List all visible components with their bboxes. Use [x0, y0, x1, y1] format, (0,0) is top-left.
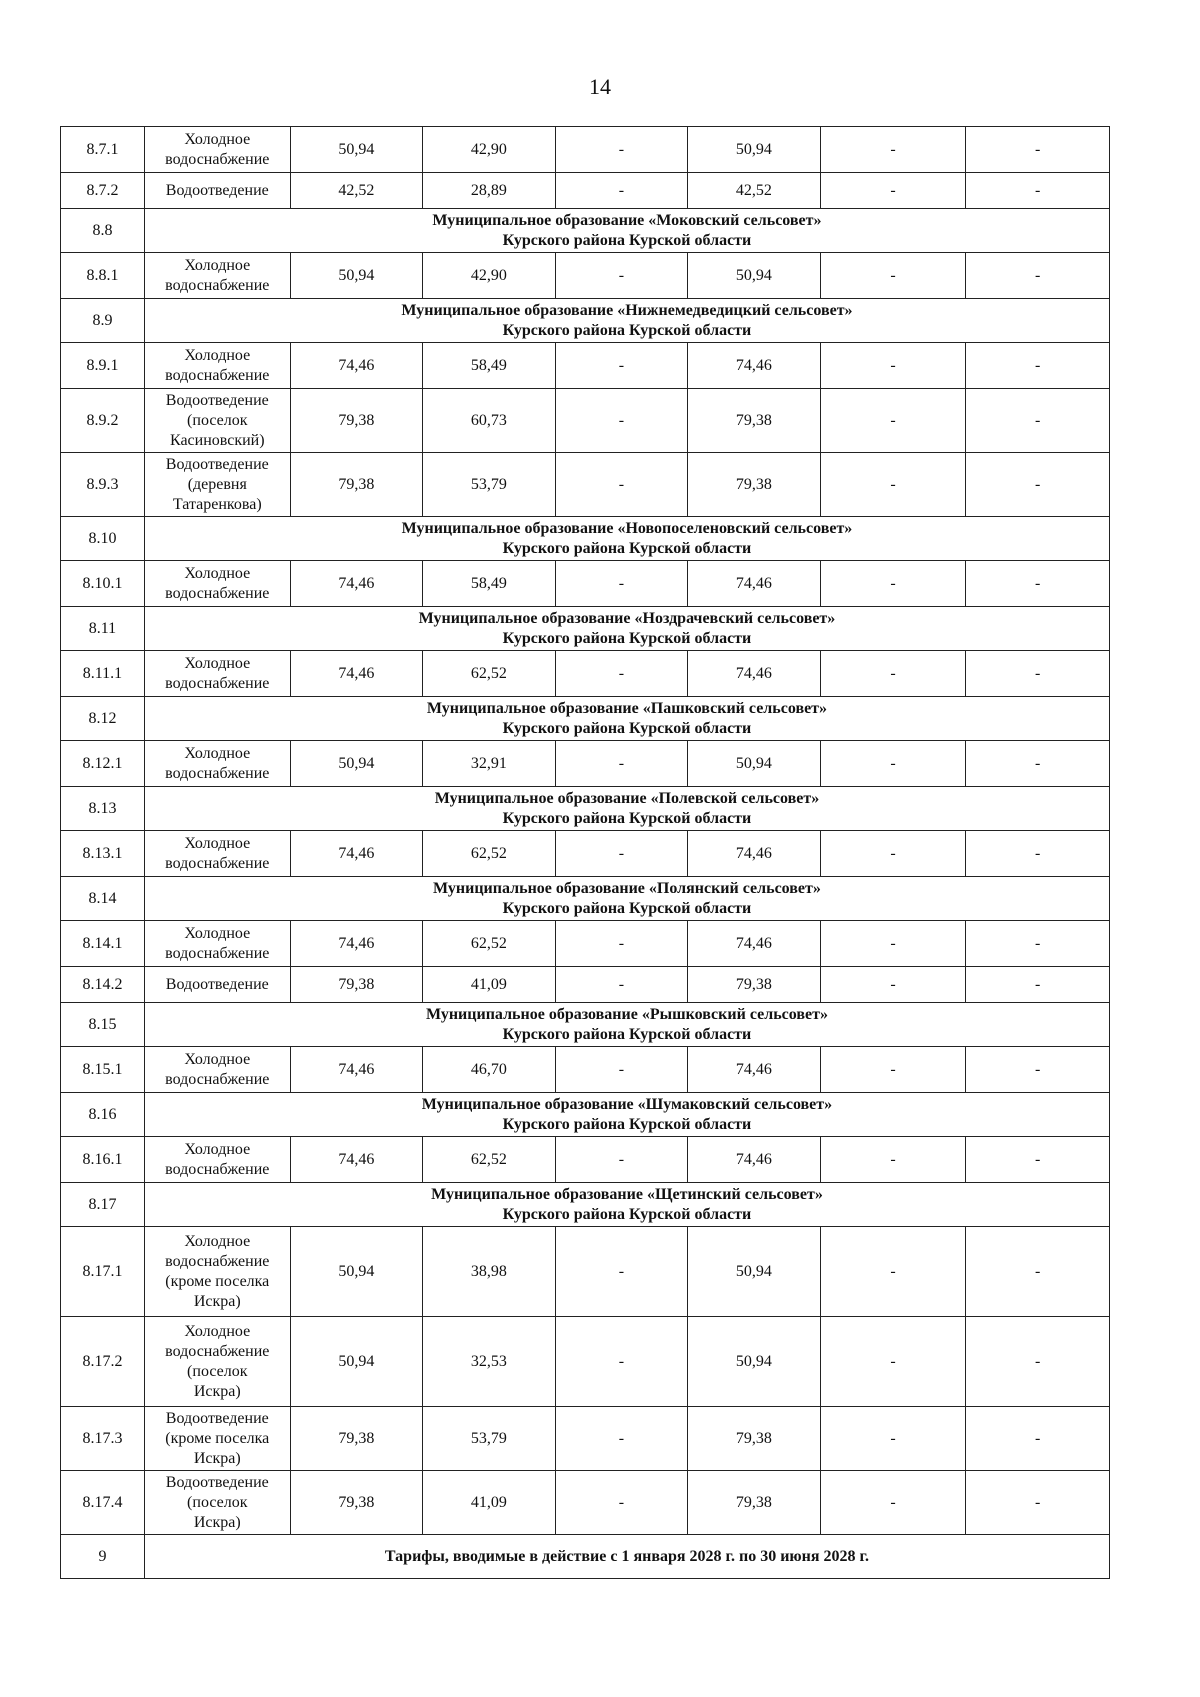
service-cell [144, 561, 290, 607]
municipality-title [144, 1003, 1109, 1047]
title-line: Курского района Курской области [502, 539, 752, 557]
tariff-value-c4: 74,46 [688, 651, 821, 697]
service-line: (деревня [187, 475, 247, 493]
tariff-value-c5: - [820, 921, 966, 967]
service-cell [144, 1227, 290, 1317]
row-number: 8.9.2 [61, 389, 145, 453]
row-number: 8.16.1 [61, 1137, 145, 1183]
tariff-value-c5: - [820, 1407, 966, 1471]
service-line: Холодное [184, 744, 251, 762]
tariff-value-c5: - [820, 741, 966, 787]
service-line: водоснабжение [165, 150, 270, 168]
title-line: Муниципальное образование «Моковский сельсовет» [432, 211, 822, 229]
tariff-value-c1: 74,46 [290, 921, 423, 967]
tariff-value-c3: - [555, 921, 688, 967]
row-number: 8.13 [61, 787, 145, 831]
tariff-value-c3: - [555, 1407, 688, 1471]
title-line: Курского района Курской области [502, 1115, 752, 1133]
service-line: водоснабжение [165, 276, 270, 294]
tariff-value-c1: 79,38 [290, 967, 423, 1003]
service-line: Холодное [184, 564, 251, 582]
tariff-value-c4: 50,94 [688, 253, 821, 299]
table-row [61, 1047, 1110, 1093]
tariff-value-c2: 62,52 [423, 831, 556, 877]
tariff-value-c3: - [555, 651, 688, 697]
municipality-title [144, 877, 1109, 921]
municipality-title [144, 209, 1109, 253]
tariff-value-c4: 79,38 [688, 967, 821, 1003]
service-cell [144, 921, 290, 967]
row-number: 8.17.3 [61, 1407, 145, 1471]
service-line: Водоотведение [165, 391, 269, 409]
tariff-value-c6: - [966, 343, 1110, 389]
row-number: 8.7.2 [61, 173, 145, 209]
tariff-value-c4: 74,46 [688, 1047, 821, 1093]
title-line: Курского района Курской области [502, 809, 752, 827]
tariff-value-c2: 32,91 [423, 741, 556, 787]
service-line: (кроме поселка [165, 1272, 270, 1290]
municipality-header-row [61, 517, 1110, 561]
service-cell [144, 1471, 290, 1535]
tariff-value-c6: - [966, 1047, 1110, 1093]
tariff-value-c5: - [820, 253, 966, 299]
tariff-value-c2: 41,09 [423, 1471, 556, 1535]
tariff-table-body [61, 127, 1110, 1579]
title-line: Муниципальное образование «Рышковский сельсовет» [425, 1005, 828, 1023]
tariff-value-c6: - [966, 127, 1110, 173]
tariff-value-c6: - [966, 921, 1110, 967]
tariff-value-c3: - [555, 127, 688, 173]
row-number: 8.14.1 [61, 921, 145, 967]
title-line: Муниципальное образование «Полевской сельсовет» [434, 789, 820, 807]
row-number: 8.13.1 [61, 831, 145, 877]
row-number: 8.10 [61, 517, 145, 561]
service-line: (поселок [187, 1493, 248, 1511]
table-row [61, 967, 1110, 1003]
service-cell [144, 1317, 290, 1407]
tariff-value-c3: - [555, 343, 688, 389]
municipality-header-row [61, 787, 1110, 831]
municipality-header-row [61, 299, 1110, 343]
service-line: Холодное [184, 346, 251, 364]
table-row [61, 343, 1110, 389]
service-line: водоснабжение [165, 944, 270, 962]
service-line: Холодное [184, 834, 251, 852]
table-row [61, 561, 1110, 607]
service-line: Холодное [184, 1322, 251, 1340]
service-line: Водоотведение [165, 975, 269, 993]
tariff-value-c4: 79,38 [688, 1407, 821, 1471]
service-line: Касиновский) [169, 431, 265, 449]
service-line: Холодное [184, 1140, 251, 1158]
period-row [61, 1535, 1110, 1579]
tariff-value-c6: - [966, 1407, 1110, 1471]
municipality-title [144, 787, 1109, 831]
tariff-value-c3: - [555, 967, 688, 1003]
tariff-value-c2: 62,52 [423, 651, 556, 697]
row-number: 8.12.1 [61, 741, 145, 787]
tariff-value-c3: - [555, 453, 688, 517]
service-cell [144, 1047, 290, 1093]
title-line: Курского района Курской области [502, 321, 752, 339]
service-line: водоснабжение [165, 1342, 270, 1360]
tariff-value-c2: 58,49 [423, 343, 556, 389]
tariff-value-c5: - [820, 453, 966, 517]
municipality-header-row [61, 877, 1110, 921]
tariff-value-c4: 42,52 [688, 173, 821, 209]
tariff-value-c2: 38,98 [423, 1227, 556, 1317]
row-number: 8.7.1 [61, 127, 145, 173]
table-row [61, 1227, 1110, 1317]
tariff-value-c2: 42,90 [423, 127, 556, 173]
tariff-value-c5: - [820, 173, 966, 209]
table-row [61, 831, 1110, 877]
service-line: Холодное [184, 654, 251, 672]
row-number: 8.17.1 [61, 1227, 145, 1317]
tariff-value-c6: - [966, 1471, 1110, 1535]
title-line: Муниципальное образование «Новопоселеновский сельсовет» [401, 519, 853, 537]
tariff-value-c3: - [555, 1471, 688, 1535]
service-line: водоснабжение [165, 1252, 270, 1270]
page-number: 14 [589, 74, 611, 99]
title-line: Муниципальное образование «Полянский сельсовет» [433, 879, 821, 897]
tariff-value-c6: - [966, 173, 1110, 209]
tariff-value-c6: - [966, 1227, 1110, 1317]
service-line: Татаренкова) [172, 495, 262, 513]
service-cell [144, 651, 290, 697]
tariff-value-c3: - [555, 1317, 688, 1407]
tariff-value-c1: 79,38 [290, 389, 423, 453]
service-line: (кроме поселка [165, 1429, 270, 1447]
tariff-value-c6: - [966, 967, 1110, 1003]
row-number: 8.9 [61, 299, 145, 343]
service-line: Искра) [193, 1382, 241, 1400]
row-number: 8.10.1 [61, 561, 145, 607]
tariff-value-c1: 74,46 [290, 831, 423, 877]
tariff-value-c6: - [966, 389, 1110, 453]
service-cell [144, 1407, 290, 1471]
row-number: 8.9.3 [61, 453, 145, 517]
tariff-value-c6: - [966, 651, 1110, 697]
municipality-header-row [61, 697, 1110, 741]
tariff-value-c6: - [966, 561, 1110, 607]
title-line: Курского района Курской области [502, 1205, 752, 1223]
tariff-value-c1: 50,94 [290, 127, 423, 173]
tariff-value-c1: 74,46 [290, 1047, 423, 1093]
table-row [61, 921, 1110, 967]
service-cell [144, 253, 290, 299]
tariff-value-c6: - [966, 831, 1110, 877]
service-line: водоснабжение [165, 854, 270, 872]
tariff-value-c4: 74,46 [688, 1137, 821, 1183]
service-line: Искра) [193, 1513, 241, 1531]
title-line: Курского района Курской области [502, 899, 752, 917]
service-line: Холодное [184, 130, 251, 148]
table-row [61, 651, 1110, 697]
row-number: 8.16 [61, 1093, 145, 1137]
tariff-value-c3: - [555, 561, 688, 607]
municipality-header-row [61, 1003, 1110, 1047]
tariff-value-c2: 58,49 [423, 561, 556, 607]
tariff-value-c5: - [820, 651, 966, 697]
row-number: 9 [61, 1535, 145, 1579]
tariff-value-c3: - [555, 741, 688, 787]
tariff-value-c4: 79,38 [688, 389, 821, 453]
tariff-value-c3: - [555, 1227, 688, 1317]
service-line: Водоотведение [165, 455, 269, 473]
tariff-value-c2: 62,52 [423, 1137, 556, 1183]
row-number: 8.14.2 [61, 967, 145, 1003]
row-number: 8.17.2 [61, 1317, 145, 1407]
title-line: Муниципальное образование «Ноздрачевский сельсовет» [418, 609, 836, 627]
service-cell [144, 173, 290, 209]
tariff-value-c4: 50,94 [688, 127, 821, 173]
tariff-value-c1: 79,38 [290, 1407, 423, 1471]
tariff-value-c5: - [820, 1137, 966, 1183]
tariff-value-c2: 32,53 [423, 1317, 556, 1407]
tariff-value-c1: 42,52 [290, 173, 423, 209]
municipality-title [144, 517, 1109, 561]
tariff-value-c2: 53,79 [423, 1407, 556, 1471]
table-row [61, 1407, 1110, 1471]
tariff-value-c4: 50,94 [688, 741, 821, 787]
tariff-value-c2: 60,73 [423, 389, 556, 453]
service-line: Искра) [193, 1292, 241, 1310]
row-number: 8.8.1 [61, 253, 145, 299]
tariff-value-c2: 46,70 [423, 1047, 556, 1093]
table-row [61, 389, 1110, 453]
tariff-value-c4: 79,38 [688, 1471, 821, 1535]
tariff-value-c6: - [966, 1317, 1110, 1407]
tariff-value-c5: - [820, 1471, 966, 1535]
period-title [144, 1535, 1109, 1579]
table-row [61, 1471, 1110, 1535]
tariff-value-c5: - [820, 343, 966, 389]
tariff-value-c5: - [820, 389, 966, 453]
service-cell [144, 831, 290, 877]
title-line: Курского района Курской области [502, 719, 752, 737]
tariff-value-c1: 79,38 [290, 1471, 423, 1535]
service-line: Водоотведение [165, 1409, 269, 1427]
tariff-value-c1: 74,46 [290, 343, 423, 389]
tariff-value-c5: - [820, 831, 966, 877]
tariff-value-c4: 74,46 [688, 921, 821, 967]
service-cell [144, 741, 290, 787]
table-row [61, 741, 1110, 787]
tariff-value-c2: 62,52 [423, 921, 556, 967]
row-number: 8.9.1 [61, 343, 145, 389]
title-line: Курского района Курской области [502, 629, 752, 647]
municipality-header-row [61, 607, 1110, 651]
tariff-value-c4: 50,94 [688, 1227, 821, 1317]
tariff-value-c1: 50,94 [290, 741, 423, 787]
row-number: 8.17 [61, 1183, 145, 1227]
tariff-value-c3: - [555, 389, 688, 453]
table-row [61, 173, 1110, 209]
tariff-value-c5: - [820, 561, 966, 607]
tariff-value-c2: 41,09 [423, 967, 556, 1003]
tariff-value-c3: - [555, 1047, 688, 1093]
municipality-title [144, 607, 1109, 651]
title-line: Курского района Курской области [502, 1025, 752, 1043]
tariff-value-c4: 79,38 [688, 453, 821, 517]
tariff-value-c5: - [820, 127, 966, 173]
tariff-value-c1: 74,46 [290, 561, 423, 607]
tariff-value-c5: - [820, 1047, 966, 1093]
service-line: водоснабжение [165, 366, 270, 384]
service-line: водоснабжение [165, 1070, 270, 1088]
tariff-value-c1: 50,94 [290, 253, 423, 299]
service-cell [144, 343, 290, 389]
tariff-value-c2: 53,79 [423, 453, 556, 517]
service-line: водоснабжение [165, 764, 270, 782]
title-line: Муниципальное образование «Шумаковский сельсовет» [421, 1095, 833, 1113]
tariff-value-c4: 74,46 [688, 561, 821, 607]
service-cell [144, 127, 290, 173]
service-line: водоснабжение [165, 674, 270, 692]
tariff-value-c3: - [555, 173, 688, 209]
tariff-value-c1: 50,94 [290, 1227, 423, 1317]
tariff-value-c6: - [966, 1137, 1110, 1183]
service-line: (поселок [187, 411, 248, 429]
title-line: Муниципальное образование «Нижнемедведицкий сельсовет» [401, 301, 853, 319]
tariff-value-c4: 74,46 [688, 343, 821, 389]
row-number: 8.15.1 [61, 1047, 145, 1093]
tariff-value-c5: - [820, 1317, 966, 1407]
tariff-value-c3: - [555, 253, 688, 299]
row-number: 8.12 [61, 697, 145, 741]
tariff-value-c4: 50,94 [688, 1317, 821, 1407]
tariff-value-c3: - [555, 831, 688, 877]
tariff-value-c1: 74,46 [290, 651, 423, 697]
service-cell [144, 967, 290, 1003]
tariff-value-c6: - [966, 253, 1110, 299]
service-cell [144, 389, 290, 453]
tariff-value-c2: 42,90 [423, 253, 556, 299]
municipality-title [144, 1093, 1109, 1137]
title-line: Курского района Курской области [502, 231, 752, 249]
table-row [61, 127, 1110, 173]
service-line: Холодное [184, 924, 251, 942]
municipality-title [144, 299, 1109, 343]
tariff-value-c2: 28,89 [423, 173, 556, 209]
service-line: водоснабжение [165, 584, 270, 602]
tariff-value-c4: 74,46 [688, 831, 821, 877]
service-line: Холодное [184, 256, 251, 274]
municipality-header-row [61, 1093, 1110, 1137]
row-number: 8.17.4 [61, 1471, 145, 1535]
tariff-value-c5: - [820, 967, 966, 1003]
municipality-title [144, 697, 1109, 741]
row-number: 8.11.1 [61, 651, 145, 697]
service-line: Водоотведение [165, 1473, 269, 1491]
tariff-table [60, 126, 1110, 1579]
table-row [61, 1137, 1110, 1183]
tariff-value-c6: - [966, 741, 1110, 787]
row-number: 8.15 [61, 1003, 145, 1047]
tariff-value-c3: - [555, 1137, 688, 1183]
municipality-header-row [61, 209, 1110, 253]
table-row [61, 1317, 1110, 1407]
table-row [61, 453, 1110, 517]
service-line: водоснабжение [165, 1160, 270, 1178]
tariff-value-c1: 79,38 [290, 453, 423, 517]
title-line: Тарифы, вводимые в действие с 1 января 2028 г. по 30 июня 2028 г. [384, 1547, 869, 1565]
tariff-value-c5: - [820, 1227, 966, 1317]
tariff-value-c1: 74,46 [290, 1137, 423, 1183]
title-line: Муниципальное образование «Пашковский сельсовет» [426, 699, 828, 717]
municipality-header-row [61, 1183, 1110, 1227]
table-row [61, 253, 1110, 299]
service-line: Холодное [184, 1050, 251, 1068]
row-number: 8.11 [61, 607, 145, 651]
service-cell [144, 453, 290, 517]
title-line: Муниципальное образование «Щетинский сельсовет» [431, 1185, 823, 1203]
service-line: Водоотведение [165, 181, 269, 199]
municipality-title [144, 1183, 1109, 1227]
service-cell [144, 1137, 290, 1183]
row-number: 8.8 [61, 209, 145, 253]
service-line: Холодное [184, 1232, 251, 1250]
tariff-value-c1: 50,94 [290, 1317, 423, 1407]
service-line: Искра) [193, 1449, 241, 1467]
tariff-value-c6: - [966, 453, 1110, 517]
row-number: 8.14 [61, 877, 145, 921]
service-line: (поселок [187, 1362, 248, 1380]
